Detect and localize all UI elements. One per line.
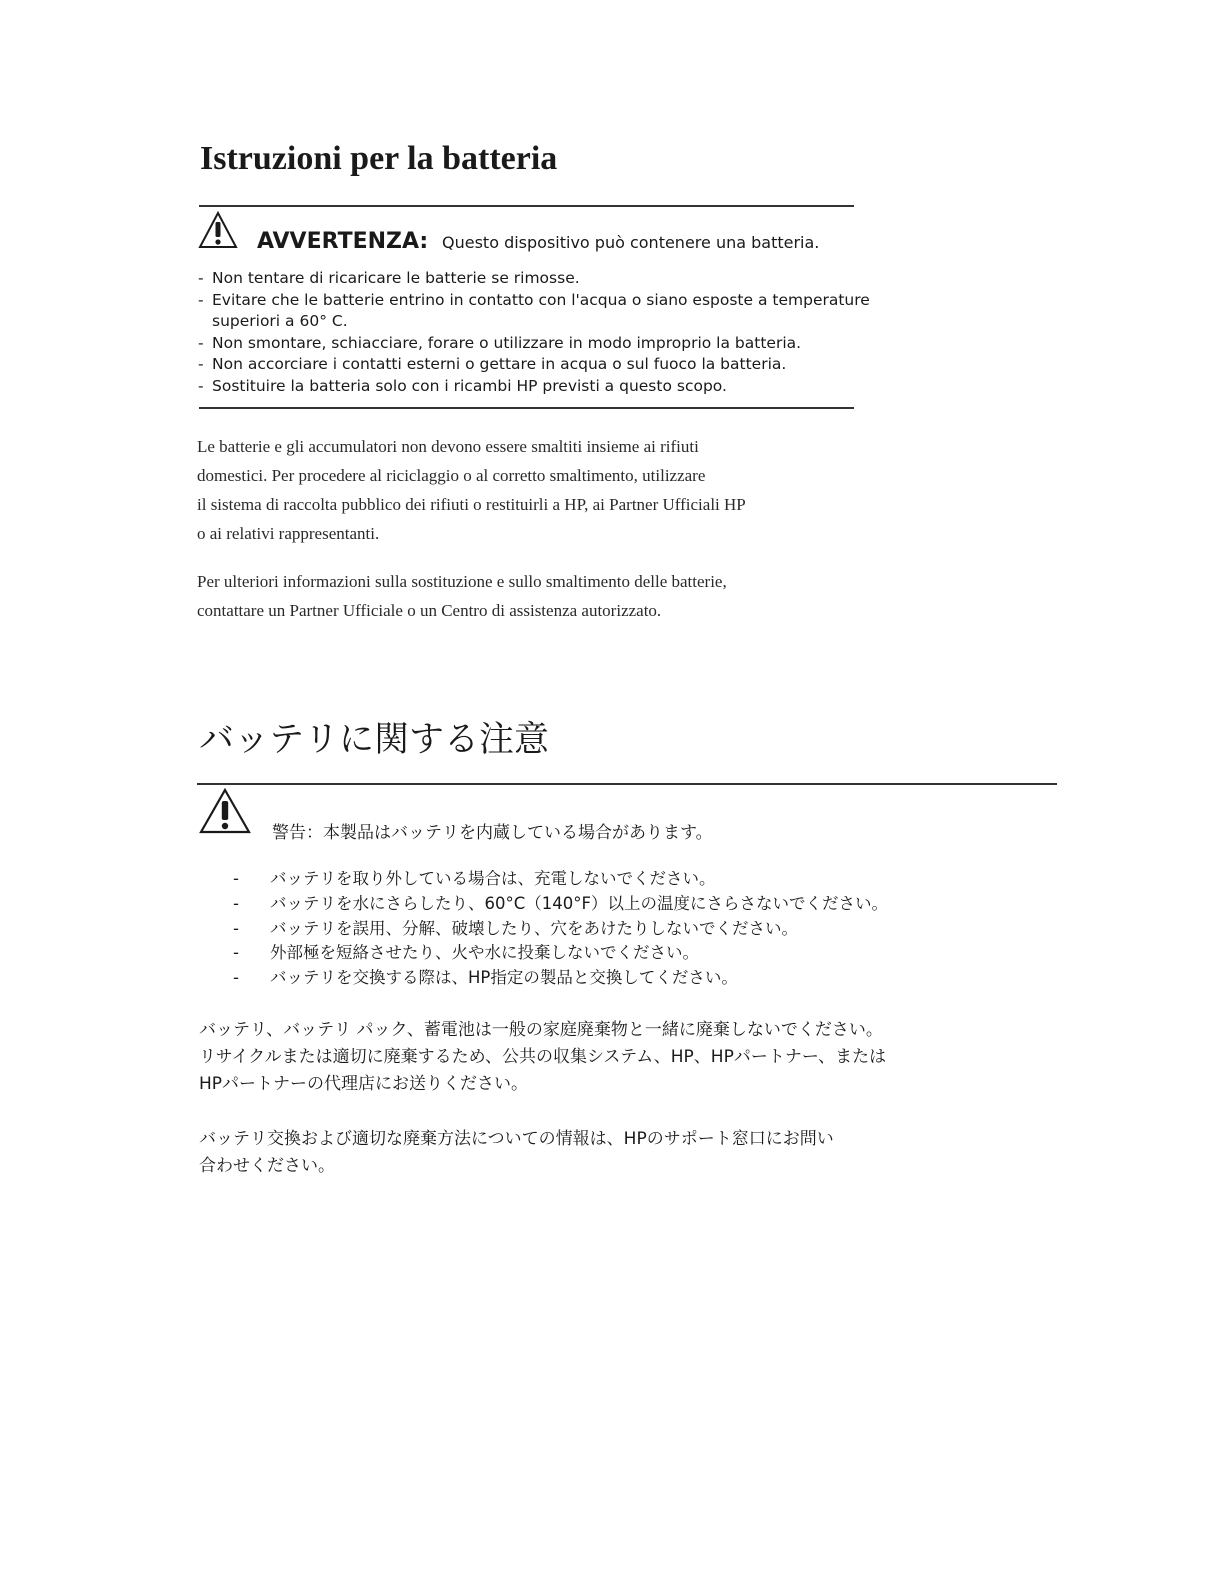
list-item: - バッテリを水にさらしたり、60°C（140°F）以上の温度にさらさないでください。 (233, 893, 889, 913)
warning-triangle-icon (198, 211, 238, 249)
italian-warning-top-rule (199, 205, 854, 207)
japanese-section-rule (197, 783, 1057, 785)
japanese-warning-text: 警告：本製品はバッテリを内蔵している場合があります。 (272, 823, 713, 843)
list-item: - Non accorciare i contatti esterni o gettare in acqua o sul fuoco la batteria. (198, 355, 787, 373)
italian-warning-text: Questo dispositivo può contenere una batteria. (442, 233, 820, 252)
list-item: - バッテリを交換する際は、HP指定の製品と交換してください。 (233, 968, 738, 988)
italian-warning-label: AVVERTENZA: (257, 229, 429, 254)
japanese-info-paragraph: バッテリ交換および適切な廃棄方法についての情報は、HPのサポート窓口にお問い 合わせください。 (199, 1129, 834, 1176)
italian-warning-bottom-rule (199, 407, 854, 409)
list-item-continuation: superiori a 60° C. (212, 312, 348, 330)
italian-disposal-paragraph: Le batterie e gli accumulatori non devono essere smaltiti insieme ai rifiuti domestici. Per procedere al riciclaggio o al corretto smaltimento, utilizzare il sistema di raccolta pubblico dei rifiuti o restituirli a HP, ai Partner Ufficiali HP o ai relativi rappresentanti. (197, 437, 746, 543)
japanese-section-title: バッテリに関する注意 (199, 720, 550, 760)
list-item: - バッテリを取り外している場合は、充電しないでください。 (233, 869, 716, 888)
list-item: - バッテリを誤用、分解、破壊したり、穴をあけたりしないでください。 (233, 918, 798, 938)
list-item: - Sostituire la batteria solo con i ricambi HP previsti a questo scopo. (198, 376, 727, 395)
italian-section-title: Istruzioni per la batteria (200, 140, 558, 177)
list-item: - Non tentare di ricaricare le batterie se rimosse. (198, 269, 580, 287)
warning-triangle-icon (199, 788, 251, 834)
list-item: - Non smontare, schiacciare, forare o utilizzare in modo improprio la batteria. (198, 333, 802, 352)
list-item: - 外部極を短絡させたり、火や水に投棄しないでください。 (233, 943, 699, 963)
italian-warning-list (198, 268, 870, 397)
italian-info-paragraph: Per ulteriori informazioni sulla sostituzione e sullo smaltimento delle batterie, contattare un Partner Ufficiale o un Centro di assistenza autorizzato. (197, 572, 727, 620)
japanese-disposal-paragraph: バッテリ、バッテリ パック、蓄電池は一般の家庭廃棄物と一緒に廃棄しないでください。 リサイクルまたは適切に廃棄するため、公共の収集システム、HP、HPパートナー、または HPパートナーの代理店にお送りください。 (199, 1020, 887, 1094)
japanese-warning-list (233, 867, 888, 991)
list-item: - Evitare che le batterie entrino in contatto con l'acqua o siano esposte a temperature (198, 290, 870, 309)
